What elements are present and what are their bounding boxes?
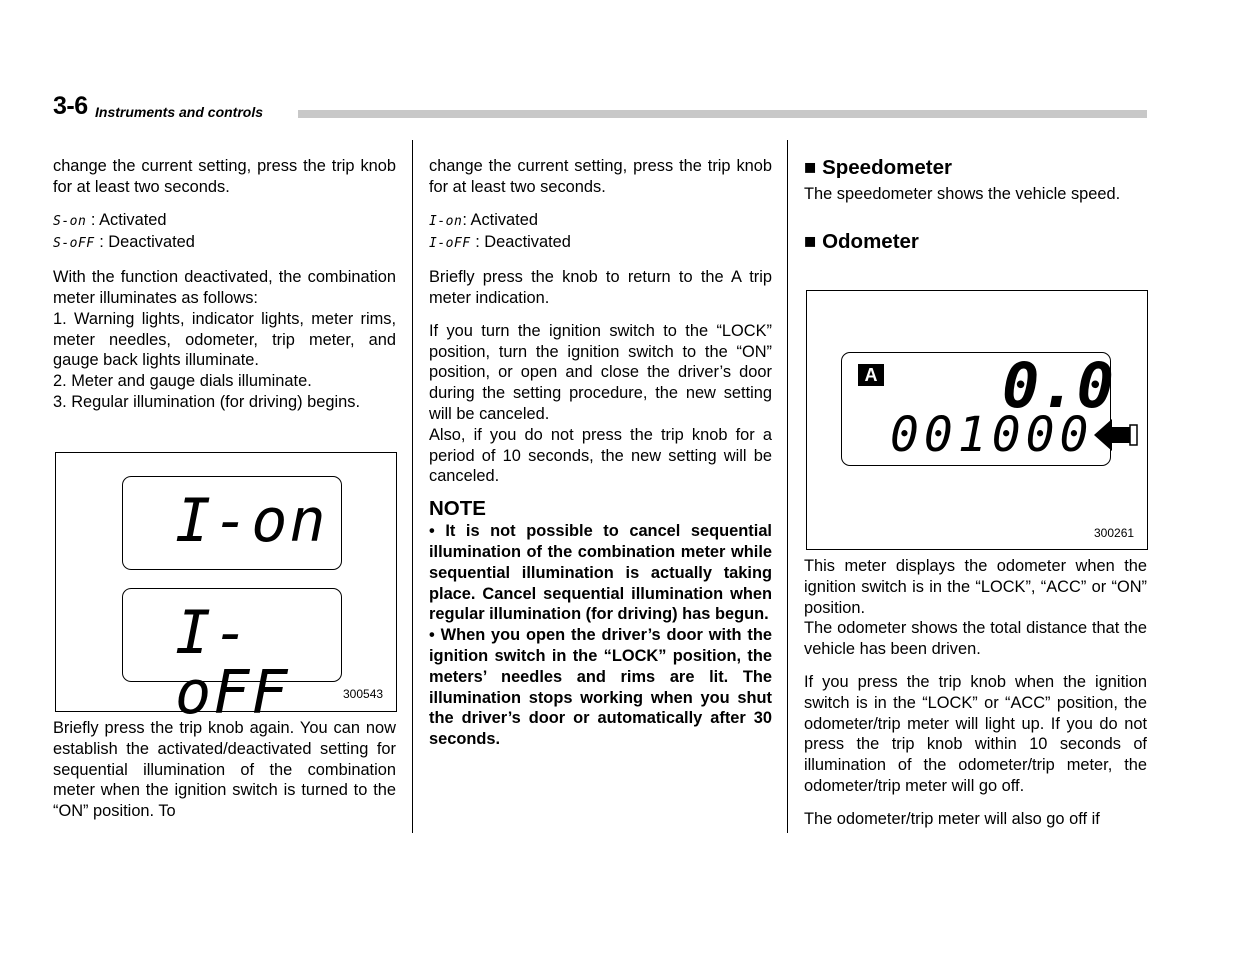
step-1: 1. Warning lights, indicator lights, meter rims, meter needles, odometer, trip meter, and gauge back lights illuminate. [53,309,396,370]
setting-deactivated [429,232,772,255]
paragraph: Briefly press the knob to return to the A trip meter indication. [429,268,772,307]
intro-text: change the current setting, press the trip knob for at least two seconds. [429,157,772,196]
section-title: Instruments and controls [95,104,264,120]
note-text: It is not possible to cancel sequential illumination of the combination meter while sequential illumination is actually taking place. Cancel sequential illumination when regular illumination (for driving) has begun. [429,522,772,624]
note-item [429,521,772,625]
intro-text: change the current setting, press the trip knob for at least two seconds. [53,157,396,196]
step-3: 3. Regular illumination (for driving) begins. [53,392,361,411]
middle-column [429,156,772,750]
bullet-icon: • [429,626,435,645]
illumination-figure [55,452,397,728]
odometer-value: 001000 [890,407,1094,463]
outro-text: Briefly press the trip knob again. You can now establish the activated/deactivated setting for sequential illumination of the combination meter when the ignition switch is turned to the “ON” position. To [53,719,396,821]
pointer-arrow-icon [1092,413,1140,457]
lcd-display-off [122,588,342,728]
paragraph: The odometer/trip meter will also go off if [804,809,1100,828]
setting-deactivated [53,232,396,255]
right-column-top [804,156,1147,254]
setting-desc: : Deactivated [94,233,195,252]
column-divider-right [787,140,788,833]
odometer-figure [806,290,1148,550]
trip-a-badge: A [858,364,884,386]
note-title: NOTE [429,497,486,521]
step-2: 2. Meter and gauge dials illuminate. [53,372,312,391]
paragraph: If you turn the ignition switch to the “LOCK” position, turn the ignition switch to the “ON” position, or open and close the driver’s door during the setting procedure, the new setting will be canceled. [429,321,772,423]
trip-value: 0.0 [1002,349,1114,422]
figure-code: 300261 [1094,526,1135,540]
left-column-top [53,156,396,413]
lcd-display-on [122,476,342,570]
paragraph: If you press the trip knob when the ignition switch is in the “LOCK” or “ACC” position, the odometer/trip meter will light up. If you do not press the trip knob within 10 seconds of illumination of the odometer/trip meter, the odometer/trip meter will go off. [804,672,1147,795]
setting-desc: : Activated [86,210,167,229]
paragraph: The odometer shows the total distance that the vehicle has been driven. [804,619,1147,659]
note-text: When you open the driver’s door with the ignition switch in the “LOCK” position, the meters’ needles and rims are lit. The illumination stops working when you shut the driver’s door or automatically after 30 seconds. [429,626,772,749]
setting-activated [429,210,772,233]
figure-code: 300543 [343,687,384,701]
header-rule [298,110,1147,118]
page-number: 3-6 [53,92,88,120]
setting-desc: : Deactivated [470,233,571,252]
display-text-off: I-oFF [175,598,290,728]
odometer-heading: ■ Odometer [804,229,919,253]
deactivated-intro: With the function deactivated, the combination meter illuminates as follows: [53,268,396,307]
bullet-icon: • [429,522,435,541]
speedometer-text: The speedometer shows the vehicle speed. [804,185,1121,203]
odometer-lcd [841,349,1114,466]
setting-code: S-oFF [53,236,95,252]
speedometer-heading: ■ Speedometer [804,156,952,179]
setting-code: S-on [53,213,87,229]
paragraph: Also, if you do not press the trip knob for a period of 10 seconds, the new setting will be canceled. [429,425,772,486]
right-column-bottom [804,556,1147,830]
setting-activated [53,210,396,233]
paragraph: This meter displays the odometer when the ignition switch is in the “LOCK”, “ACC” or “ON” position. [804,557,1147,617]
left-column-bottom [53,718,396,822]
column-divider-left [412,140,413,833]
setting-desc: : Activated [462,210,538,229]
display-text-on: I-on [175,486,328,556]
setting-code: I-oFF [429,236,471,252]
setting-code: I-on [429,213,463,229]
note-item [429,625,772,750]
